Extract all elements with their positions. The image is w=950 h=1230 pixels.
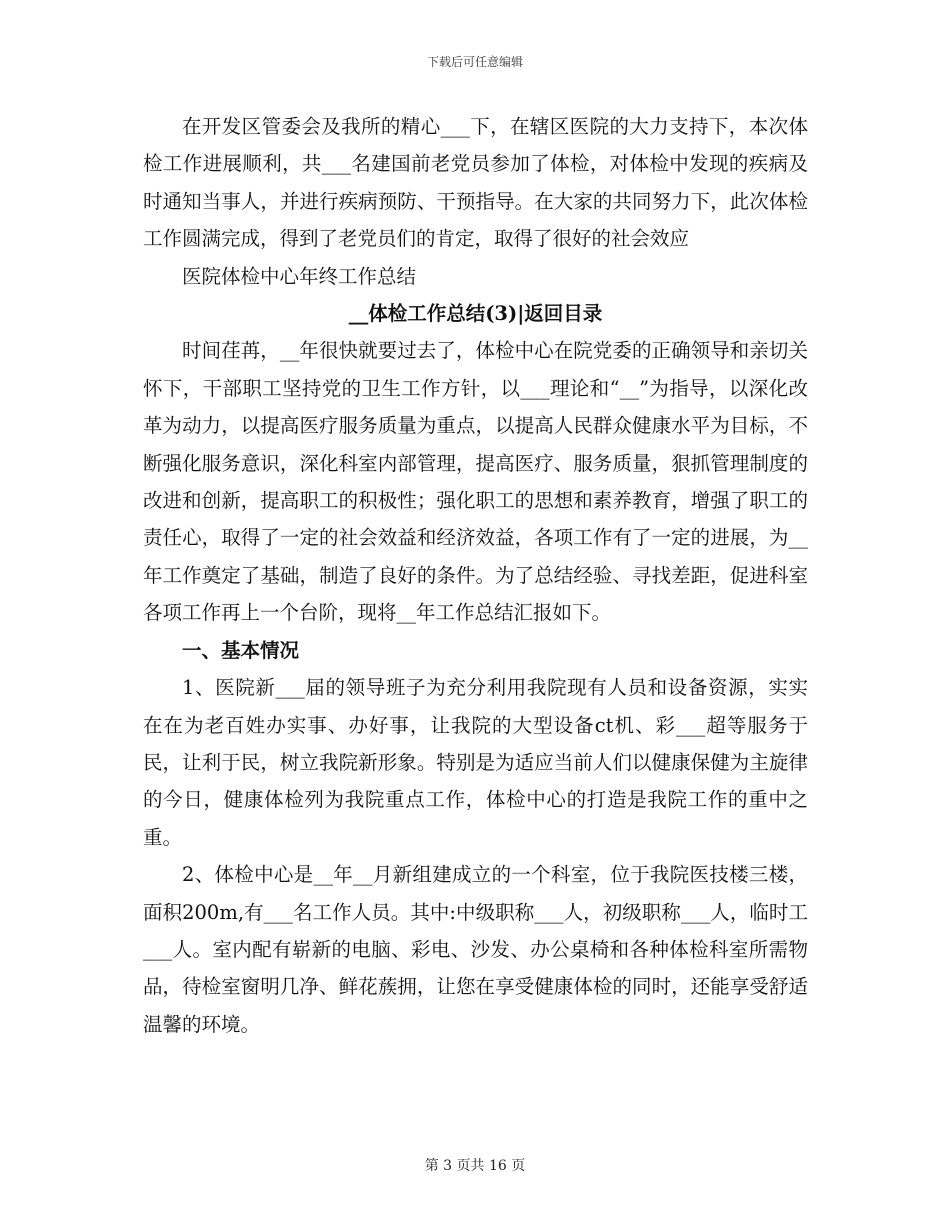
document-heading: __体检工作总结(3)|返回目录 — [348, 302, 603, 326]
paragraph-item-2: 2、体检中心是__年__月新组建成立的一个科室，位于我院医技楼三楼，面积200m,有___名工作人员。其中:中级职称___人，初级职称___人，临时工___人。室内配有崭新的电脑、彩电、沙发、办公桌椅和各种体检科室所需物品，待检室窗明几净、鲜花蔟拥，让您在享受健康体检的同时，还能享受舒适温馨的环境。 — [143, 863, 808, 1036]
section-heading-basic: 一、基本情况 — [182, 638, 300, 662]
paragraph-subtitle: 医院体检中心年终工作总结 — [182, 264, 417, 288]
document-body — [143, 108, 808, 1043]
page-header: 下载后可任意编辑 — [426, 55, 523, 69]
page-footer: 第 3 页共 16 页 — [424, 1158, 526, 1174]
paragraph-intro: 时间荏苒，__年很快就要过去了，体检中心在院党委的正确领导和亲切关怀下，干部职工坚持党的卫生工作方针，以___理论和“__”为指导，以深化改革为动力，以提高医疗服务质量为重点，以提高人民群众健康水平为目标，不断强化服务意识，深化科室内部管理，提高医疗、服务质量，狠抓管理制度的改进和创新，提高职工的积极性；强化职工的思想和素养教育，增强了职工的责任心，取得了一定的社会效益和经济效益，各项工作有了一定的进展，为__年工作奠定了基础，制造了良好的条件。为了总结经验、寻找差距，促进科室各项工作再上一个台阶，现将__年工作总结汇报如下。 — [143, 339, 808, 625]
paragraph-checkup-summary: 在开发区管委会及我所的精心___下，在辖区医院的大力支持下，本次体检工作进展顺利，共___名建国前老党员参加了体检，对体检中发现的疾病及时通知当事人，并进行疾病预防、干预指导。在大家的共同努力下，此次体检工作圆满完成，得到了老党员们的肯定，取得了很好的社会效应 — [143, 115, 808, 251]
paragraph-item-1: 1、医院新___届的领导班子为充分利用我院现有人员和设备资源，实实在在为老百姓办实事、办好事，让我院的大型设备ct机、彩___超等服务于民，让利于民，树立我院新形象。特别是为适应当前人们以健康保健为主旋律的今日，健康体检列为我院重点工作，体检中心的打造是我院工作的重中之重。 — [143, 676, 808, 849]
